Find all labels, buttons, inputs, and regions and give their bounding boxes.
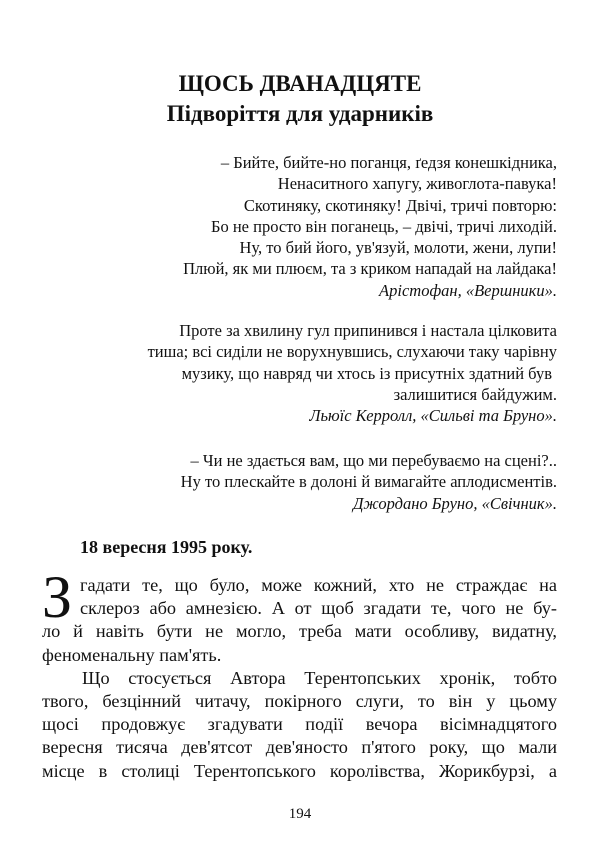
body-line: ло й навіть бути не могло, треба мати особливу, видатну, (42, 621, 557, 642)
date-heading: 18 вересня 1995 року. (80, 537, 253, 557)
epigraph-line: Ну то плескайте в долоні й вимагайте аплодисментів. (180, 472, 557, 492)
chapter-subtitle: Підворіття для ударників (166, 101, 434, 126)
epigraph-1 (183, 152, 557, 301)
body-line: склероз або амнезією. А от щоб згадати те, чого не бу- (80, 598, 557, 619)
epigraph-line: Ненаситного хапугу, живоглота-павука! (277, 174, 557, 194)
drop-cap: З (42, 574, 73, 621)
drop-cap-row (42, 574, 557, 620)
epigraph-line: залишитися байдужим. (393, 384, 557, 404)
body-text (42, 574, 557, 783)
epigraph-line: Плюй, як ми плюєм, та з криком нападай на лайдака! (183, 259, 557, 279)
drop-cap-lines (80, 574, 557, 620)
body-line: гадати те, що було, може кожний, хто не страждає на (80, 575, 557, 595)
epigraph-source: Арістофан, «Вершники». (379, 280, 557, 300)
epigraph-line: тиша; всі сиділи не ворухнувшись, слухаючи таку чарівну (147, 342, 557, 362)
epigraph-line: Бо не просто він поганець, – двічі, тричі лиходій. (211, 216, 557, 236)
epigraph-3 (181, 450, 557, 514)
epigraph-line: – Чи не здається вам, що ми перебуваємо на сцені?.. (190, 451, 557, 470)
epigraph-line: Ну, то бий його, ув'язуй, молоти, жени, лупи! (239, 238, 557, 258)
epigraph-line: Скотиняку, скотиняку! Двічі, тричі повторю: (243, 195, 557, 215)
chapter-title: ЩОСЬ ДВАНАДЦЯТЕ (178, 71, 422, 96)
epigraph-2 (148, 320, 557, 426)
body-line: щосі продовжує згадувати події вечора вісімнадцятого (42, 714, 557, 735)
body-line: місце в столиці Терентопського королівства, Жорикбурзі, а (42, 760, 557, 781)
epigraph-source: Джордано Бруно, «Свічник». (352, 493, 557, 513)
page-number: 194 (288, 806, 312, 822)
epigraph-source: Льюїс Керролл, «Сильві та Бруно». (309, 406, 557, 426)
body-line: вересня тисяча дев'ятсот дев'яносто п'ятого року, що мали (42, 737, 557, 758)
body-line: твого, безцінний читачу, покірного слуги, то він у цьому (42, 690, 557, 711)
epigraph-line: Проте за хвилину гул припинився і настала цілковита (179, 321, 557, 340)
epigraph-line: музику, що навряд чи хтось із присутніх здатний був (181, 363, 552, 383)
body-line: феноменальну пам'ять. (42, 644, 222, 665)
epigraph-line: – Бийте, бийте-но поганця, ґедзя конешкідника, (220, 153, 557, 172)
body-line: Що стосується Автора Терентопських хронік, тобто (82, 667, 557, 688)
